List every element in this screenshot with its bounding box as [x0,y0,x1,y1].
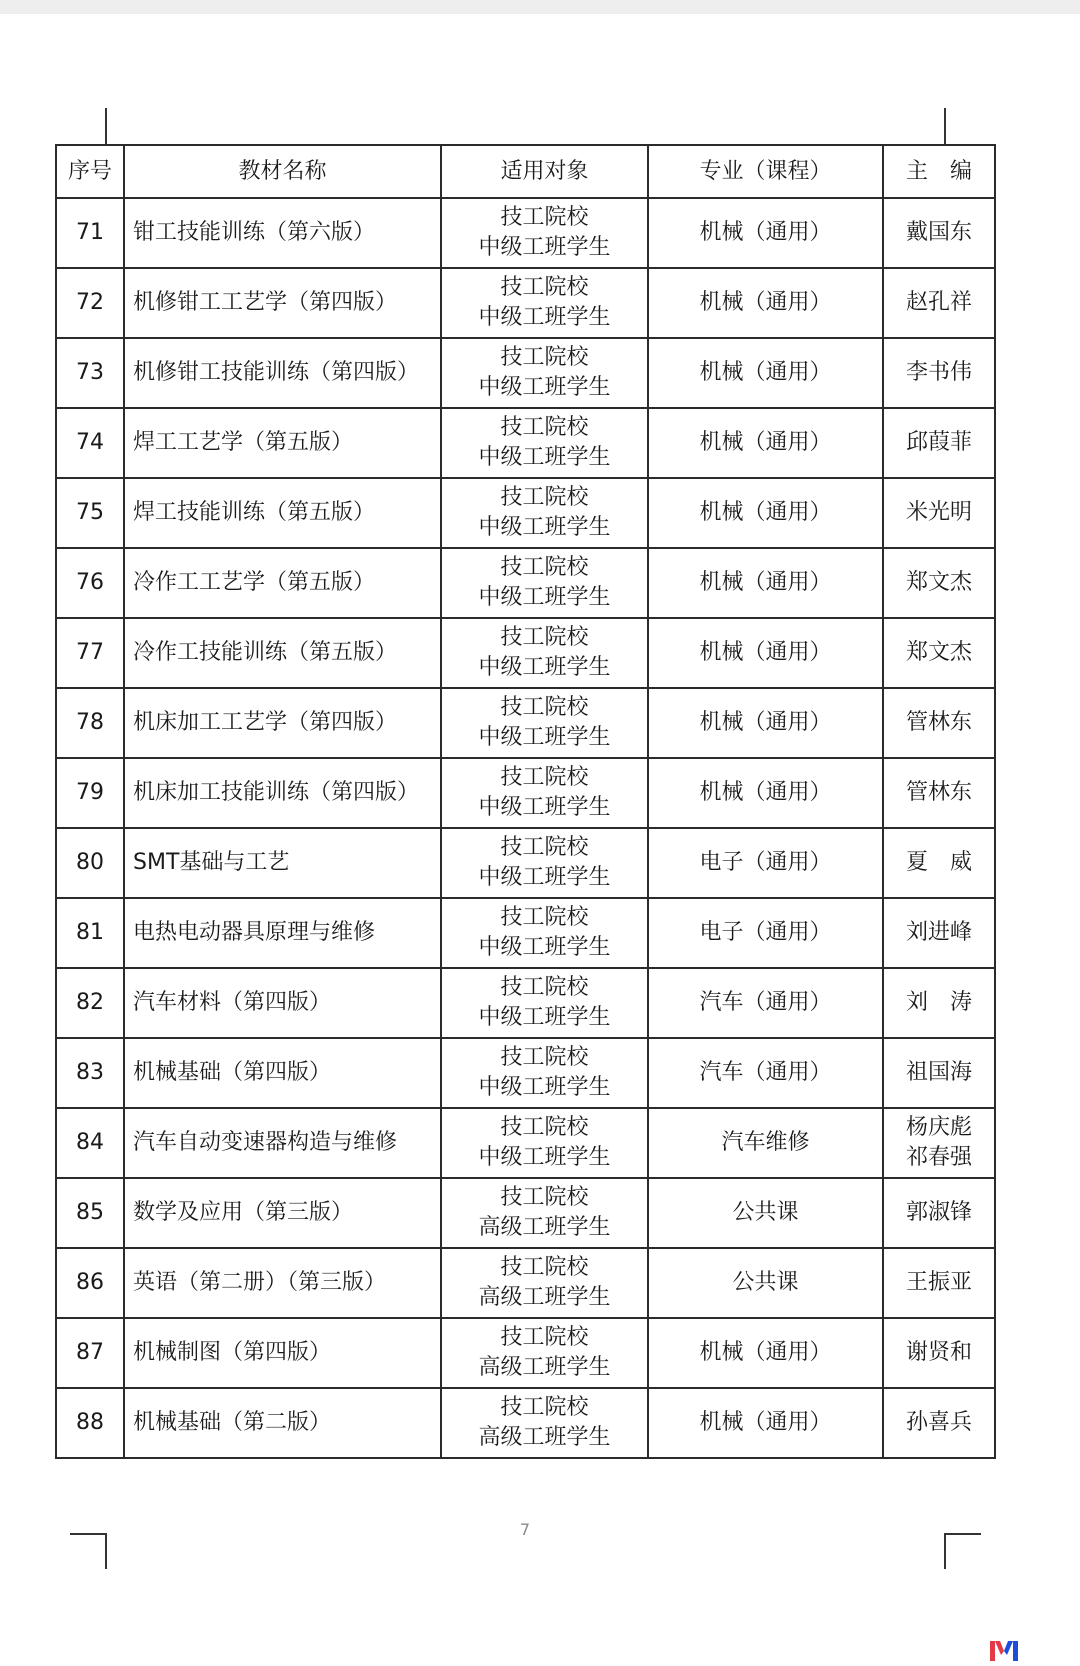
m-logo-icon [989,1638,1019,1662]
editor-cell [883,618,995,688]
textbook-name-cell: SMT基础与工艺 [124,828,441,898]
editor-cell [883,268,995,338]
major-cell: 汽车（通用） [648,968,883,1038]
crop-mark-top-right [944,108,946,144]
serial-number-cell: 73 [56,338,124,408]
audience-cell [441,1038,648,1108]
audience-line: 中级工班学生 [478,585,611,610]
editor-name: 孙喜兵 [905,1410,972,1435]
editor-cell [883,198,995,268]
page-number: 7 [519,1520,531,1539]
editor-name: 王振亚 [905,1270,972,1295]
table-row [56,478,995,548]
major-cell: 机械（通用） [648,1388,883,1458]
editor-cell [883,1318,995,1388]
major-cell: 机械（通用） [648,338,883,408]
table-row [56,898,995,968]
major-cell: 电子（通用） [648,828,883,898]
crop-mark-bottom-left-h [70,1533,107,1535]
editor-name: 祁春强 [905,1145,972,1170]
audience-cell [441,1178,648,1248]
logo-right-wing [1004,1641,1013,1655]
audience-line: 技工院校 [500,205,589,230]
major-cell: 公共课 [648,1178,883,1248]
textbook-name-cell: 焊工技能训练（第五版） [124,478,441,548]
major-cell: 机械（通用） [648,1318,883,1388]
audience-cell [441,1108,648,1178]
audience-line: 中级工班学生 [478,305,611,330]
major-cell: 机械（通用） [648,688,883,758]
serial-number-cell: 86 [56,1248,124,1318]
table-row [56,198,995,268]
editor-name: 李书伟 [905,360,972,385]
editor-cell [883,898,995,968]
textbook-name-cell: 冷作工工艺学（第五版） [124,548,441,618]
table-row [56,1388,995,1458]
major-cell: 汽车（通用） [648,1038,883,1108]
audience-cell [441,1388,648,1458]
audience-line: 中级工班学生 [478,445,611,470]
table-row [56,968,995,1038]
audience-cell [441,338,648,408]
audience-cell [441,408,648,478]
header-audience: 适用对象 [441,145,648,198]
editor-name: 祖国海 [905,1060,972,1085]
major-cell: 机械（通用） [648,198,883,268]
editor-cell [883,828,995,898]
textbook-name-cell: 汽车材料（第四版） [124,968,441,1038]
textbook-name-cell: 数学及应用（第三版） [124,1178,441,1248]
table-row [56,1038,995,1108]
audience-cell [441,758,648,828]
audience-cell [441,688,648,758]
audience-cell [441,268,648,338]
textbook-name-cell: 电热电动器具原理与维修 [124,898,441,968]
major-cell: 公共课 [648,1248,883,1318]
serial-number-cell: 87 [56,1318,124,1388]
editor-cell [883,758,995,828]
crop-mark-bottom-right-h [944,1533,981,1535]
crop-mark-bottom-left-v [105,1533,107,1569]
table-row [56,688,995,758]
audience-line: 中级工班学生 [478,1005,611,1030]
major-cell: 机械（通用） [648,268,883,338]
audience-cell [441,198,648,268]
header-editor: 主 编 [883,145,995,198]
textbook-name-cell: 机械基础（第四版） [124,1038,441,1108]
serial-number-cell: 88 [56,1388,124,1458]
audience-line: 技工院校 [500,345,589,370]
textbook-name-cell: 机床加工技能训练（第四版） [124,758,441,828]
audience-cell [441,548,648,618]
table-body [56,198,995,1458]
textbook-name-cell: 冷作工技能训练（第五版） [124,618,441,688]
audience-line: 高级工班学生 [478,1285,611,1310]
audience-line: 技工院校 [500,905,589,930]
editor-cell [883,478,995,548]
textbook-name-cell: 机修钳工工艺学（第四版） [124,268,441,338]
audience-line: 高级工班学生 [478,1355,611,1380]
audience-cell [441,1248,648,1318]
audience-line: 中级工班学生 [478,725,611,750]
table-row [56,548,995,618]
editor-cell [883,688,995,758]
audience-line: 技工院校 [500,625,589,650]
editor-name: 郭淑锋 [905,1200,972,1225]
editor-name: 管林东 [905,710,972,735]
logo-left-wing [995,1641,1004,1655]
textbook-name-cell: 汽车自动变速器构造与维修 [124,1108,441,1178]
top-band [0,0,1080,14]
serial-number-cell: 81 [56,898,124,968]
textbook-name-cell: 机械基础（第二版） [124,1388,441,1458]
serial-number-cell: 80 [56,828,124,898]
major-cell: 机械（通用） [648,548,883,618]
editor-name: 郑文杰 [905,570,972,595]
editor-cell [883,1248,995,1318]
editor-name: 夏 威 [905,850,972,875]
audience-line: 中级工班学生 [478,515,611,540]
logo-left-bar [990,1641,995,1661]
audience-line: 中级工班学生 [478,1075,611,1100]
textbook-table [55,144,996,1459]
major-cell: 机械（通用） [648,758,883,828]
major-cell: 机械（通用） [648,618,883,688]
audience-line: 技工院校 [500,695,589,720]
editor-cell [883,408,995,478]
audience-line: 技工院校 [500,275,589,300]
editor-name: 杨庆彪 [905,1115,972,1140]
audience-line: 技工院校 [500,1395,589,1420]
audience-line: 技工院校 [500,1115,589,1140]
serial-number-cell: 75 [56,478,124,548]
header-textbook-name: 教材名称 [124,145,441,198]
editor-cell [883,548,995,618]
major-cell: 机械（通用） [648,478,883,548]
serial-number-cell: 82 [56,968,124,1038]
major-cell: 汽车维修 [648,1108,883,1178]
table-row [56,1108,995,1178]
editor-cell [883,1038,995,1108]
table-row [56,758,995,828]
textbook-name-cell: 钳工技能训练（第六版） [124,198,441,268]
table-row [56,828,995,898]
serial-number-cell: 72 [56,268,124,338]
editor-name: 戴国东 [905,220,972,245]
audience-line: 中级工班学生 [478,375,611,400]
table-row [56,408,995,478]
editor-name: 米光明 [905,500,972,525]
serial-number-cell: 77 [56,618,124,688]
audience-cell [441,1318,648,1388]
audience-line: 技工院校 [500,1255,589,1280]
audience-line: 技工院校 [500,975,589,1000]
audience-cell [441,968,648,1038]
crop-mark-bottom-right-v [944,1533,946,1569]
audience-line: 技工院校 [500,415,589,440]
serial-number-cell: 71 [56,198,124,268]
editor-name: 刘进峰 [905,920,972,945]
editor-cell [883,1178,995,1248]
table-row [56,618,995,688]
serial-number-cell: 79 [56,758,124,828]
table-row [56,338,995,408]
textbook-name-cell: 机械制图（第四版） [124,1318,441,1388]
audience-line: 技工院校 [500,485,589,510]
table-row [56,1318,995,1388]
editor-name: 刘 涛 [905,990,972,1015]
table-row [56,1248,995,1318]
audience-line: 中级工班学生 [478,235,611,260]
serial-number-cell: 85 [56,1178,124,1248]
audience-line: 技工院校 [500,765,589,790]
audience-cell [441,618,648,688]
audience-line: 技工院校 [500,835,589,860]
audience-line: 中级工班学生 [478,655,611,680]
editor-cell [883,1388,995,1458]
editor-cell [883,1108,995,1178]
audience-cell [441,828,648,898]
serial-number-cell: 78 [56,688,124,758]
audience-line: 高级工班学生 [478,1215,611,1240]
editor-name: 管林东 [905,780,972,805]
table-row [56,1178,995,1248]
logo-right-bar [1013,1641,1018,1661]
audience-line: 中级工班学生 [478,1145,611,1170]
audience-line: 中级工班学生 [478,935,611,960]
header-major: 专业（课程） [648,145,883,198]
serial-number-cell: 74 [56,408,124,478]
serial-number-cell: 76 [56,548,124,618]
audience-line: 技工院校 [500,555,589,580]
audience-cell [441,898,648,968]
serial-number-cell: 84 [56,1108,124,1178]
table-row [56,268,995,338]
crop-mark-top-left [105,108,107,144]
header-serial-number: 序号 [56,145,124,198]
major-cell: 电子（通用） [648,898,883,968]
editor-name: 赵孔祥 [905,290,972,315]
textbook-name-cell: 机床加工工艺学（第四版） [124,688,441,758]
textbook-name-cell: 焊工工艺学（第五版） [124,408,441,478]
audience-line: 中级工班学生 [478,865,611,890]
editor-name: 邱葭菲 [905,430,972,455]
editor-cell [883,968,995,1038]
audience-line: 高级工班学生 [478,1425,611,1450]
audience-line: 技工院校 [500,1185,589,1210]
audience-line: 技工院校 [500,1325,589,1350]
audience-line: 中级工班学生 [478,795,611,820]
table-header-row [56,145,995,198]
editor-cell [883,338,995,408]
textbook-name-cell: 英语（第二册）（第三版） [124,1248,441,1318]
audience-line: 技工院校 [500,1045,589,1070]
editor-name: 谢贤和 [905,1340,972,1365]
serial-number-cell: 83 [56,1038,124,1108]
major-cell: 机械（通用） [648,408,883,478]
editor-name: 郑文杰 [905,640,972,665]
audience-cell [441,478,648,548]
textbook-name-cell: 机修钳工技能训练（第四版） [124,338,441,408]
